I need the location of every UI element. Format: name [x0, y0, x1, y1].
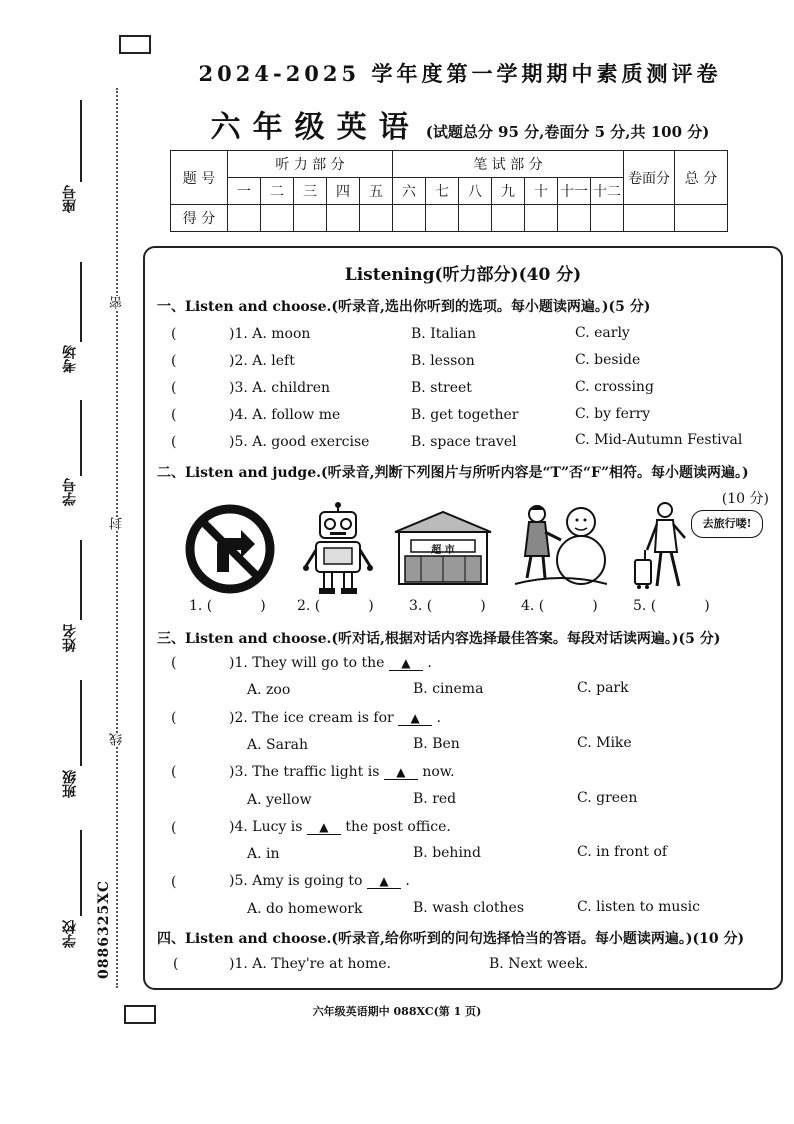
room-label: 考场 — [62, 345, 78, 373]
score-cell-12 — [591, 205, 624, 232]
option-a: )5. A. good exercise — [229, 434, 370, 450]
option-b: B. space travel — [411, 434, 517, 450]
score-cell-4 — [327, 205, 360, 232]
col-5: 五 — [360, 178, 393, 205]
listening-title: Listening(听力部分)(40 分) — [344, 265, 582, 285]
option-a: A. in — [247, 846, 280, 862]
option-c: C. listen to music — [577, 899, 700, 915]
question-suffix: . — [427, 655, 432, 671]
question-number-header: 题 号 — [171, 151, 228, 205]
speech-bubble-text: 去旅行喽! — [702, 517, 752, 530]
blank-mark: ▲ — [384, 765, 418, 780]
room-line — [80, 262, 82, 342]
option-c: C. crossing — [575, 379, 654, 395]
question-suffix: . — [405, 873, 410, 889]
robot-icon — [300, 502, 376, 598]
name-line — [80, 540, 82, 620]
corner-mark-top — [119, 35, 151, 54]
score-cell-6 — [393, 205, 426, 232]
name-label: 姓名 — [62, 624, 78, 652]
option-c: C. green — [577, 790, 638, 806]
question-text — [229, 710, 441, 726]
col-6: 六 — [393, 178, 426, 205]
option-b: B. Italian — [411, 326, 477, 342]
answer-bracket[interactable]: ( — [173, 956, 179, 972]
bracket-close: ) — [704, 598, 710, 614]
answer-bracket[interactable]: ( — [171, 353, 177, 369]
question-prefix: )1. They will go to the — [229, 655, 385, 671]
option-a: A. zoo — [247, 682, 291, 698]
question-prefix: )4. Lucy is — [229, 819, 303, 835]
part2-heading: 二、Listen and judge.(听录音,判断下列图片与所听内容是“T”否“F”相符。每小题读两遍。) — [157, 465, 749, 481]
option-c: C. Mid-Autumn Festival — [575, 432, 743, 448]
option-b: B. lesson — [411, 353, 475, 369]
option-c: C. early — [575, 325, 630, 341]
score-cell-9 — [492, 205, 525, 232]
listening-frame — [143, 246, 783, 990]
score-cell-paper — [624, 205, 675, 232]
written-part-header: 笔 试 部 分 — [393, 151, 624, 178]
paper-score-header: 卷面分 — [624, 151, 675, 205]
blank-mark: ▲ — [389, 656, 423, 671]
bracket-close: ) — [368, 598, 374, 614]
option-b: B. street — [411, 380, 472, 396]
score-table — [170, 150, 728, 232]
question-text — [229, 819, 451, 835]
option-b: B. get together — [411, 407, 519, 423]
seat-label: 座号 — [62, 185, 78, 213]
score-cell-8 — [459, 205, 492, 232]
option-b: B. wash clothes — [413, 900, 525, 916]
blank-mark: ▲ — [367, 874, 401, 889]
question-text — [229, 655, 432, 671]
score-cell-7 — [426, 205, 459, 232]
col-9: 九 — [492, 178, 525, 205]
seal-feng: 封 — [110, 517, 125, 530]
col-8: 八 — [459, 178, 492, 205]
option-b: B. behind — [413, 845, 481, 861]
answer-bracket[interactable]: ( — [171, 655, 177, 671]
col-10: 十 — [525, 178, 558, 205]
score-row-label: 得 分 — [171, 205, 228, 232]
option-b: B. Ben — [413, 736, 460, 752]
picture-label: 2. ( — [297, 598, 321, 614]
option-a: )2. A. left — [229, 353, 295, 369]
seal-xian: 线 — [110, 733, 125, 746]
picture-label: 5. ( — [633, 598, 657, 614]
answer-bracket[interactable]: ( — [171, 434, 177, 450]
answer-bracket[interactable]: ( — [171, 820, 177, 836]
answer-bracket[interactable]: ( — [171, 764, 177, 780]
picture-2-answer[interactable] — [297, 598, 374, 614]
bracket-close: ) — [592, 598, 598, 614]
answer-bracket[interactable]: ( — [171, 326, 177, 342]
option-b: B. cinema — [413, 681, 484, 697]
grade-note: (试题总分 95 分,卷面分 5 分,共 100 分) — [425, 123, 710, 141]
col-12: 十二 — [591, 178, 624, 205]
class-line — [80, 680, 82, 766]
question-text — [229, 764, 455, 780]
option-c: C. Mike — [577, 735, 632, 751]
option-a: )3. A. children — [229, 380, 331, 396]
option-a: A. yellow — [247, 792, 312, 808]
option-a: )1. A. They're at home. — [229, 956, 391, 972]
exam-title: 2024-2025 学年度第一学期期中素质测评卷 — [198, 61, 722, 86]
picture-4-answer[interactable] — [521, 598, 598, 614]
part4-heading: 四、Listen and choose.(听录音,给你听到的问句选择恰当的答语。每小题读两遍。)(10 分) — [157, 931, 745, 947]
answer-bracket[interactable]: ( — [171, 407, 177, 423]
bracket-close: ) — [260, 598, 266, 614]
option-c: C. park — [577, 680, 629, 696]
bracket-close: ) — [480, 598, 486, 614]
no-right-turn-sign-icon — [183, 502, 277, 596]
question-text — [229, 873, 410, 889]
question-prefix: )5. Amy is going to — [229, 873, 363, 889]
student-no-line — [80, 400, 82, 476]
class-label: 班级 — [62, 770, 78, 798]
seal-mi: 密 — [110, 296, 125, 309]
score-cell-1 — [228, 205, 261, 232]
supermarket-sign: 超 市 — [431, 545, 455, 556]
student-no-label: 学号 — [62, 478, 78, 506]
speech-bubble — [691, 510, 763, 538]
seat-line — [80, 100, 82, 182]
score-cell-11 — [558, 205, 591, 232]
score-cell-10 — [525, 205, 558, 232]
option-b: B. Next week. — [489, 956, 589, 972]
col-11: 十一 — [558, 178, 591, 205]
option-c: C. beside — [575, 352, 641, 368]
option-a: A. do homework — [247, 901, 363, 917]
snowman-girl-icon — [515, 502, 607, 586]
question-prefix: )2. The ice cream is for — [229, 710, 394, 726]
col-2: 二 — [261, 178, 294, 205]
picture-3-answer[interactable] — [409, 598, 486, 614]
score-cell-3 — [294, 205, 327, 232]
option-a: )1. A. moon — [229, 326, 311, 342]
picture-5-answer[interactable] — [633, 598, 710, 614]
school-label: 学校 — [62, 920, 78, 948]
question-suffix: . — [436, 710, 442, 726]
blank-mark: ▲ — [398, 711, 432, 726]
option-b: B. red — [413, 791, 457, 807]
question-prefix: )3. The traffic light is — [229, 764, 380, 780]
picture-1-answer[interactable] — [189, 598, 266, 614]
total-header: 总 分 — [675, 151, 728, 205]
traveller-icon — [631, 500, 695, 592]
picture-label: 4. ( — [521, 598, 545, 614]
listening-part-header: 听 力 部 分 — [228, 151, 393, 178]
col-4: 四 — [327, 178, 360, 205]
option-c: C. by ferry — [575, 406, 651, 422]
page-footer: 六年级英语期中 088XC(第 1 页) — [312, 1005, 482, 1018]
answer-bracket[interactable]: ( — [171, 874, 177, 890]
option-a: A. Sarah — [247, 737, 309, 753]
score-cell-5 — [360, 205, 393, 232]
answer-bracket[interactable]: ( — [171, 710, 177, 726]
grade-title: 六年级英语 — [210, 110, 421, 145]
picture-label: 3. ( — [409, 598, 433, 614]
question-suffix: the post office. — [345, 819, 451, 835]
score-cell-total — [675, 205, 728, 232]
col-1: 一 — [228, 178, 261, 205]
part1-heading: 一、Listen and choose.(听录音,选出你听到的选项。每小题读两遍。)(5 分) — [157, 299, 651, 315]
part2-points: (10 分) — [721, 491, 769, 507]
question-suffix: now. — [422, 764, 455, 780]
option-c: C. in front of — [577, 844, 668, 860]
score-cell-2 — [261, 205, 294, 232]
col-3: 三 — [294, 178, 327, 205]
blank-mark: ▲ — [307, 820, 341, 835]
part3-heading: 三、Listen and choose.(听对话,根据对话内容选择最佳答案。每段对话读两遍。)(5 分) — [157, 631, 721, 647]
school-line — [80, 830, 82, 916]
school-code: 0886325XC — [96, 880, 112, 979]
option-a: )4. A. follow me — [229, 407, 341, 423]
col-7: 七 — [426, 178, 459, 205]
answer-bracket[interactable]: ( — [171, 380, 177, 396]
grade-row — [150, 102, 770, 146]
picture-label: 1. ( — [189, 598, 213, 614]
binding-dotted-line — [116, 88, 118, 988]
